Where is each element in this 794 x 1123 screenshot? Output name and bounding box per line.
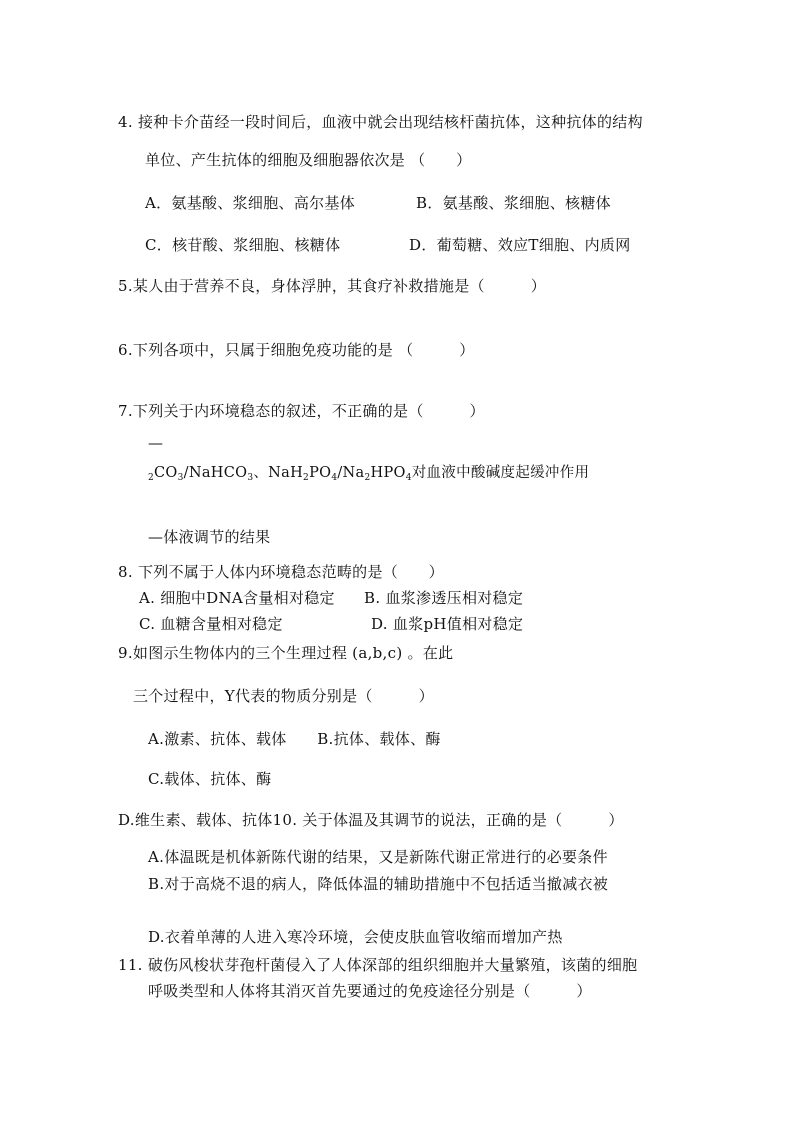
q8-option-c: C. 血糖含量相对稳定: [139, 615, 283, 633]
q10-option-d: D.衣着单薄的人进入寒冷环境，会使皮肤血管收缩而增加产热: [148, 928, 563, 946]
subscript: 2: [148, 473, 155, 483]
q4-option-c: C．核苷酸、浆细胞、核糖体: [145, 236, 341, 254]
q9-option-d-and-q10-stem: D.维生素、载体、抗体10. 关于体温及其调节的说法，正确的是（ ）: [118, 811, 624, 829]
formula-text: PO: [309, 465, 332, 481]
q10-option-a: A.体温既是机体新陈代谢的结果，又是新陈代谢正常进行的必要条件: [148, 848, 608, 866]
q6-stem: 6.下列各项中，只属于细胞免疫功能的是 （ ）: [118, 341, 475, 359]
formula-text: HPO: [370, 465, 406, 481]
q4-option-b: B．氨基酸、浆细胞、核糖体: [416, 194, 611, 212]
q7-line3: —体液调节的结果: [148, 528, 271, 546]
q8-option-d: D. 血浆pH值相对稳定: [371, 615, 524, 633]
subscript: 2: [364, 473, 371, 483]
q11-stem-line2: 呼吸类型和人体将其消灭首先要通过的免疫途径分别是（ ）: [148, 982, 592, 1000]
q7-stem: 7.下列关于内环境稳态的叙述，不正确的是（ ）: [118, 402, 485, 420]
subscript: 4: [405, 473, 412, 483]
q8-option-b: B. 血浆渗透压相对稳定: [364, 589, 524, 607]
q4-stem-line2: 单位、产生抗体的细胞及细胞器依次是 （ ）: [145, 151, 472, 169]
q4-option-d: D．葡萄糖、效应T细胞、内质网: [409, 236, 631, 254]
q7-buffer-formula: [148, 463, 589, 483]
subscript: 3: [247, 473, 254, 483]
formula-text: 、NaH: [253, 465, 304, 481]
q5-stem: 5.某人由于营养不良，身体浮肿，其食疗补救措施是（ ）: [118, 277, 547, 295]
formula-text: /NaHCO: [183, 465, 248, 481]
q10-option-b: B.对于高烧不退的病人，降低体温的辅助措施中不包括适当撤减衣被: [148, 875, 609, 893]
formula-text: CO: [154, 465, 178, 481]
q4-stem-line1: 4. 接种卡介苗经一段时间后，血液中就会出现结核杆菌抗体，这种抗体的结构: [118, 113, 643, 131]
q9-stem-line2: 三个过程中，Y代表的物质分别是（ ）: [133, 687, 434, 705]
q4-option-a: A．氨基酸、浆细胞、高尔基体: [145, 194, 356, 212]
formula-text: 对血液中酸碱度起缓冲作用: [411, 465, 590, 481]
q9-option-c: C.载体、抗体、酶: [148, 770, 272, 788]
subscript: 3: [177, 473, 184, 483]
q7-dash: —: [148, 434, 164, 452]
q11-stem-line1: 11. 破伤风梭状芽孢杆菌侵入了人体深部的组织细胞并大量繁殖，该菌的细胞: [118, 956, 638, 974]
subscript: 4: [331, 473, 338, 483]
q9-stem-line1: 9.如图示生物体内的三个生理过程 (a,b,c) 。在此: [118, 644, 454, 662]
subscript: 2: [303, 473, 310, 483]
q8-option-a: A. 细胞中DNA含量相对稳定: [139, 589, 335, 607]
q9-options-ab: A.激素、抗体、载体 B.抗体、载体、酶: [148, 730, 441, 748]
formula-text: /Na: [337, 465, 365, 481]
q8-stem: 8. 下列不属于人体内环境稳态范畴的是（ ）: [118, 563, 444, 581]
